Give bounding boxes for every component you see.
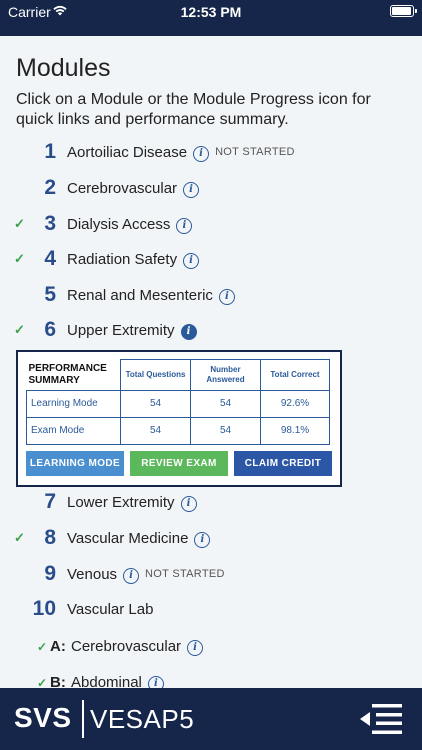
svs-logo: SVS xyxy=(14,702,72,733)
col-header-number-answered: Number Answered xyxy=(191,360,261,391)
review-exam-button[interactable]: REVIEW EXAM xyxy=(130,451,228,476)
submodule-label: Abdominal i xyxy=(71,674,164,688)
col-header-total-questions: Total Questions xyxy=(121,360,191,391)
battery-icon xyxy=(390,5,414,17)
info-circle-icon[interactable]: i xyxy=(219,289,235,305)
module-number: 8 xyxy=(44,526,56,549)
total-questions-cell: 54 xyxy=(121,390,191,417)
row-label-learning-mode: Learning Mode xyxy=(27,390,121,417)
status-badge: NOT STARTED xyxy=(215,146,295,158)
checkmark-icon: ✓ xyxy=(14,216,25,231)
page-title: Modules xyxy=(16,54,111,82)
module-number: 6 xyxy=(44,318,56,341)
info-circle-icon[interactable]: i xyxy=(183,253,199,269)
module-item-10[interactable] xyxy=(0,595,422,627)
page-subtitle: Click on a Module or the Module Progress icon for quick links and performance summary. xyxy=(16,91,371,128)
module-item-2[interactable] xyxy=(0,174,422,206)
module-number: 3 xyxy=(44,212,56,235)
checkmark-icon: ✓ xyxy=(14,251,25,266)
number-answered-cell: 54 xyxy=(191,390,261,417)
info-circle-icon[interactable]: i xyxy=(187,640,203,656)
info-circle-icon[interactable]: i xyxy=(148,676,164,688)
submodule-letter: B: xyxy=(50,674,66,688)
bottom-bar xyxy=(0,688,422,750)
status-bar xyxy=(0,0,422,36)
table-row xyxy=(27,390,330,417)
info-circle-icon[interactable]: i xyxy=(181,496,197,512)
module-item-4[interactable] xyxy=(0,245,422,277)
module-number: 5 xyxy=(44,283,56,306)
checkmark-icon: ✓ xyxy=(14,530,25,545)
module-label: Lower Extremity i xyxy=(67,494,197,512)
info-circle-icon[interactable]: i xyxy=(183,182,199,198)
carrier-label: Carrier xyxy=(8,4,51,20)
performance-summary-panel xyxy=(16,350,342,487)
module-item-9[interactable] xyxy=(0,560,422,592)
menu-collapse-icon[interactable] xyxy=(360,704,402,734)
info-circle-icon[interactable]: i xyxy=(193,146,209,162)
status-badge: NOT STARTED xyxy=(145,568,225,580)
module-label: Vascular Lab xyxy=(67,601,154,618)
total-questions-cell: 54 xyxy=(121,417,191,444)
module-number: 7 xyxy=(44,490,56,513)
product-logo: VESAP5 xyxy=(90,704,195,734)
total-correct-cell: 92.6% xyxy=(261,390,330,417)
total-correct-cell: 98.1% xyxy=(261,417,330,444)
module-label: Vascular Medicine i xyxy=(67,530,210,548)
module-item-1[interactable] xyxy=(0,138,422,170)
info-circle-icon[interactable]: i xyxy=(176,218,192,234)
module-label: Renal and Mesenteric i xyxy=(67,287,235,305)
submodule-letter: A: xyxy=(50,638,66,655)
module-label: Upper Extremity i xyxy=(67,322,197,340)
module-label: Dialysis Access i xyxy=(67,216,192,234)
submodule-item-b[interactable] xyxy=(0,669,422,688)
checkmark-icon: ✓ xyxy=(14,322,25,337)
submodule-label: Cerebrovascular i xyxy=(71,638,203,656)
logo-divider xyxy=(82,700,84,738)
module-label: Aortoiliac Disease i NOT STARTED xyxy=(67,144,295,161)
module-label: Venous i NOT STARTED xyxy=(67,566,225,583)
module-item-7[interactable] xyxy=(0,488,422,520)
module-item-5[interactable] xyxy=(0,281,422,313)
module-number: 10 xyxy=(32,597,56,620)
checkmark-icon: ✓ xyxy=(37,676,48,688)
module-item-8[interactable] xyxy=(0,524,422,556)
info-circle-icon[interactable]: i xyxy=(123,568,139,584)
performance-title: PERFORMANCE SUMMARY xyxy=(28,362,107,386)
module-item-6[interactable] xyxy=(0,316,422,348)
claim-credit-button[interactable]: CLAIM CREDIT xyxy=(234,451,332,476)
status-time: 12:53 PM xyxy=(180,4,242,20)
submodule-item-a[interactable] xyxy=(0,633,422,661)
col-header-total-correct: Total Correct xyxy=(261,360,330,391)
info-circle-icon[interactable]: i xyxy=(181,324,197,340)
row-label-exam-mode: Exam Mode xyxy=(27,417,121,444)
checkmark-icon: ✓ xyxy=(37,640,48,654)
modules-screen xyxy=(0,36,422,688)
learning-mode-button[interactable]: LEARNING MODE xyxy=(26,451,124,476)
module-label: Radiation Safety i xyxy=(67,251,199,269)
info-circle-icon[interactable]: i xyxy=(194,532,210,548)
module-number: 2 xyxy=(44,176,56,199)
module-number: 9 xyxy=(44,562,56,585)
module-label: Cerebrovascular i xyxy=(67,180,199,198)
table-row xyxy=(27,417,330,444)
module-number: 1 xyxy=(44,140,56,163)
number-answered-cell: 54 xyxy=(191,417,261,444)
performance-table xyxy=(26,359,330,445)
module-item-3[interactable] xyxy=(0,210,422,242)
module-number: 4 xyxy=(44,247,56,270)
